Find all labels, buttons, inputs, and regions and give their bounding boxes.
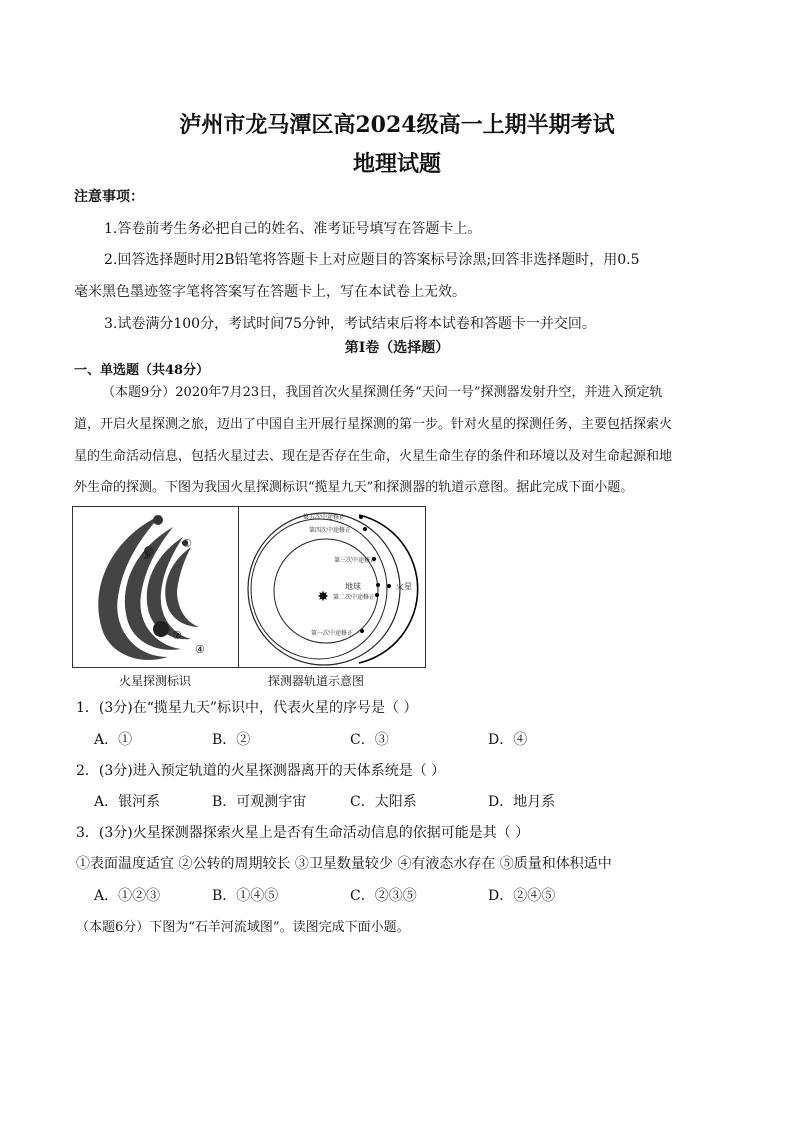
q3-option-c: C．②③⑤ — [350, 888, 417, 904]
q2-option-a: A．银河系 — [94, 794, 161, 810]
question-3-statements: ①表面温度适宜 ②公转的周期较长 ③卫星数量较少 ④有液态水存在 ⑤质量和体积适中 — [76, 856, 612, 872]
orbit-panel — [239, 507, 425, 667]
exam-subtitle: 地理试题 — [352, 151, 441, 177]
passage1-line-3: 星的生命活动信息，包括火星过去、现在是否存在生命，火星生命生存的条件和环境以及对生命起源和地 — [74, 449, 673, 464]
orbit-label-5th: 第五次中途修正 — [303, 514, 346, 521]
passage1-line-2: 道，开启火星探测之旅，迈出了中国自主开展行星探测的第一步。针对火星的探测任务，主要包括探索火 — [74, 417, 673, 432]
passage1-line-4: 外生命的探测。下图为我国火星探测标识“揽星九天”和探测器的轨道示意图。据此完成下面小题。 — [74, 480, 634, 495]
orbit-graphic — [239, 507, 425, 667]
q2-option-d: D．地月系 — [488, 794, 556, 810]
section-title: 一、单选题（共48分） — [74, 363, 210, 378]
question-1-stem: 1．(3分)在“揽星九天”标识中，代表火星的序号是（ ） — [76, 700, 418, 716]
orbit-label-2nd: 第二次中途修正 — [333, 594, 376, 601]
q3-option-d: D．②④⑤ — [488, 888, 556, 904]
q3-option-a: A．①②③ — [94, 888, 161, 904]
marker-4: ④ — [195, 643, 205, 656]
notice-item-1: 1.答卷前考生务必把自己的姓名、准考证号填写在答题卡上。 — [104, 221, 482, 237]
caption-left: 火星探测标识 — [119, 674, 192, 688]
q1-option-c: C．③ — [350, 732, 389, 748]
q2-option-c: C．太阳系 — [350, 794, 417, 810]
q3-option-b: B．①④⑤ — [212, 888, 279, 904]
notice-item-3: 3.试卷满分100分，考试时间75分钟，考试结束后将本试卷和答题卡一并交回。 — [104, 316, 596, 332]
orbit-label-4th: 第四次中途修正 — [309, 527, 352, 534]
caption-right: 探测器轨道示意图 — [268, 674, 365, 688]
orbit-label-3rd: 第三次中途修正 — [334, 557, 377, 564]
question-2-stem: 2．(3分)进入预定轨道的火星探测器离开的天体系统是（ ） — [76, 763, 446, 779]
volume-title: 第Ⅰ卷（选择题） — [344, 340, 450, 356]
orbit-label-1st: 第一次中途修正 — [311, 630, 354, 637]
marker-3: ③ — [141, 549, 151, 562]
marker-1: ① — [182, 537, 192, 550]
passage2-intro: （本题6分）下图为“石羊河流域图”。读图完成下面小题。 — [76, 920, 410, 935]
q1-option-a: A．① — [94, 732, 133, 748]
notice-heading: 注意事项： — [74, 189, 144, 205]
notice-item-2-cont: 毫米黑色墨迹签字笔将答案写在答题卡上，写在本试卷上无效。 — [74, 284, 466, 300]
mars-label: 火星 — [396, 582, 412, 591]
marker-2: ② — [172, 629, 182, 642]
notice-item-2: 2.回答选择题时用2B铅笔将答题卡上对应题目的答案标号涂黑;回答非选择题时，用0.5 — [104, 252, 640, 268]
question-3-stem: 3．(3分)火星探测器探索火星上是否有生命活动信息的依据可能是其（ ） — [76, 825, 530, 841]
mars-logo-graphic — [73, 507, 238, 667]
exam-title: 泸州市龙马潭区高2024级高一上期半期考试 — [179, 112, 615, 138]
q1-option-d: D．④ — [488, 732, 528, 748]
figure-box — [72, 506, 426, 668]
passage1-line-1: （本题9分）2020年7月23日，我国首次火星探测任务“天问一号”探测器发射升空，并进入预定轨 — [102, 385, 663, 400]
mars-logo-panel — [73, 507, 239, 667]
q2-option-b: B．可观测宇宙 — [212, 794, 307, 810]
sun-icon: ✸ — [317, 589, 329, 605]
q1-option-b: B．② — [212, 732, 251, 748]
earth-label: 地球 — [345, 582, 361, 591]
